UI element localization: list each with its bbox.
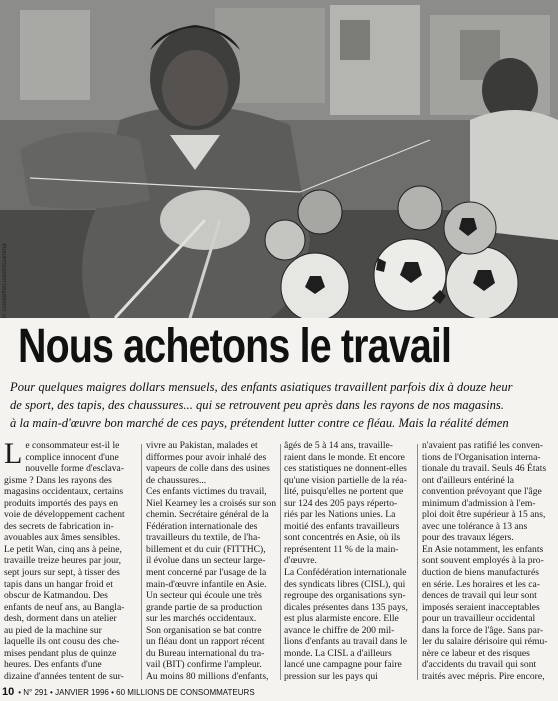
body-text-line: sont concentrés en Asie, où ils [284,532,401,544]
body-text-line: convention prévoyant que l'âge [422,486,542,498]
body-text-line: ces statistiques ne donnent-elles [284,463,407,475]
body-text-line: nère ce labeur et des risques [422,647,530,659]
body-text-line: Un secteur qui écoule une très [146,590,262,602]
body-text-line: ploi doit être supérieur à 15 ans, [422,509,546,521]
body-text-line: chemin. Secrétaire général de la [146,509,269,521]
body-text-line: gisme ? Dans les rayons des [4,474,112,486]
standfirst-line: à la main-d'œuvre bon marché de ces pays, prétendent lutter contre ce fléau. Mais la réalité démen [10,416,509,430]
column-4-lines [422,440,558,682]
column-1 [4,440,136,682]
body-text-line: au pied de la machine sur [4,624,102,636]
body-text-line: lions d'enfants au travail dans le [284,636,407,648]
body-text-line: desh, dorment dans un atelier [4,613,117,625]
body-text-line: est plus alarmiste encore. Elle [284,613,399,625]
body-text-line: sur 124 des 205 pays réperto- [284,497,398,509]
body-text-line: voie de développement cachent [4,509,125,521]
body-text-line: tionale du travail. Seuls 46 États [422,463,547,475]
body-text-line: pour un travailleur occidental [422,613,536,625]
body-text-line: vapeurs de colle dans des usines [146,463,270,475]
body-text-line: monde. La CISL a d'ailleurs [284,647,392,659]
body-text-line: Fédération internationale des [146,520,258,532]
body-text-line: en série. Les horaires et les ca- [422,578,540,590]
drop-cap: L [4,440,23,470]
body-text-line: sept jours sur sept, à tisser des [4,567,120,579]
body-text-line: qu'une vision partielle de la réa- [284,474,407,486]
photo-illustration [0,0,558,318]
body-text-line: avec une tolérance à 13 ans [422,520,528,532]
body-text-line: magasins occidentaux, certains [4,486,124,498]
body-text-line: heures. Des enfants d'une [4,659,102,671]
body-text-line: main-d'œuvre infantile en Asie. [146,578,267,590]
article-body [4,440,558,682]
body-text-line: travaille treize heures par jour, [4,555,122,567]
column-2 [146,440,276,682]
body-text-line: regroupe des organisations syn- [284,590,406,602]
footer-text: • N° 291 • JANVIER 1996 • 60 MILLIONS DE CONSOMMATEURS [18,688,255,697]
headline: Nous achetons le travail [18,320,452,373]
body-text-line: Niel Kearney les a croisés sur son [146,497,276,509]
body-text-line: enfants de neuf ans, au Bangla- [4,601,125,613]
body-text-line: d'œuvre. [284,555,317,567]
body-text-line: pour des travaux légers. [422,532,514,544]
body-text-line: représentent 11 % de la main- [284,543,399,555]
standfirst-line: Pour quelques maigres dollars mensuels, des enfants asiatiques travaillent parfois dix à douze heur [10,380,513,394]
body-text-line: il évolue dans un secteur large- [146,555,266,567]
body-text-line: complice innocent d'une [25,451,119,463]
column-divider [280,444,281,680]
body-text-line: minimum d'admission à l'em- [422,497,536,509]
body-text-line: sont souvent employés à la pro- [422,555,544,567]
body-text-line: difformes pour avoir inhalé des [146,451,267,463]
body-text-line: n'avaient pas ratifié les conven- [422,440,544,451]
body-text-line: des syndicats libres (CISL), qui [284,578,406,590]
body-text-line: traités avec mépris. Pire encore, [422,670,545,682]
column-4 [422,440,558,682]
body-text-line: moitié des enfants travailleurs [284,520,400,532]
body-text-line: grande partie de sa production [146,601,263,613]
standfirst [10,378,558,436]
body-text-line: du Bureau international du tra- [146,647,265,659]
page-number: 10 [2,686,15,698]
body-text-line: nouvelle forme d'esclava- [25,463,125,475]
body-text-line: des secrets de fabrication in- [4,520,114,532]
body-text-line: Son organisation se bat contre [146,624,262,636]
standfirst-line: de sport, des tapis, des chaussures... qui se retrouvent peu après dans les rayons de nos magasins. [10,398,504,412]
body-text-line: tions de l'Organisation interna- [422,451,541,463]
body-text-line: avouables aux âmes sensibles. [4,532,121,544]
body-text-line: obscur de Katmandou. Des [4,590,108,602]
body-text-line: billement et du cuir (FITTHC), [146,543,266,555]
body-text-line: dicales présentes dans 135 pays, [284,601,408,613]
body-text-line: lancé une campagne pour faire [284,659,402,671]
body-text-line: ont d'ailleurs entériné la [422,474,515,486]
body-text-line: produits importés des pays en [4,497,119,509]
body-text-line: La Confédération internationale [284,567,407,579]
body-text-line: Ces enfants victimes du travail, [146,486,267,498]
body-text-line: e consommateur est-il le [25,440,120,451]
body-text-line: Le petit Wan, cinq ans à peine, [4,543,122,555]
body-text-line: avance le chiffre de 200 mil- [284,624,395,636]
body-text-line: travailleurs du textile, de l'ha- [146,532,261,544]
body-text-line: dizaine d'années tentent de sur- [4,670,124,682]
body-text-line: lité, puisqu'elles ne portent que [284,486,404,498]
body-text-line: ment concerné par l'usage de la [146,567,267,579]
article-photo [0,0,558,318]
body-text-line: ler du salaire dérisoire qui rému- [422,636,548,648]
column-1-lines [4,440,136,682]
photo-credit: P. Gonsette/Liaison/Gamma [2,243,8,318]
body-text-line: d'accidents du travail qui sont [422,659,537,671]
body-text-line: pression sur les pays qui [284,670,378,682]
body-text-line: vivre au Pakistan, malades et [146,440,258,451]
column-2-lines [146,440,276,682]
body-text-line: sur les marchés occidentaux. [146,613,257,625]
column-divider [417,444,418,680]
body-text-line: imposés seraient inacceptables [422,601,540,613]
column-3-lines [284,440,412,682]
body-text-line: un fléau dont un rapport récent [146,636,265,648]
body-text-line: En Asie notamment, les enfants [422,543,544,555]
body-text-line: laquelle ils ont cousu des che- [4,636,120,648]
body-text-line: raient dans le monde. Et encore [284,451,405,463]
body-text-line: âgés de 5 à 14 ans, travaille- [284,440,393,451]
body-text-line: mises pendant plus de quinze [4,647,117,659]
body-text-line: dences de travail qui leur sont [422,590,537,602]
column-3 [284,440,412,682]
body-text-line: tapis dans un hangar froid et [4,578,113,590]
body-text-line: Au moins 80 millions d'enfants, [146,670,269,682]
body-text-line: duction de biens manufacturés [422,567,539,579]
body-text-line: vail (BIT) confirme l'ampleur. [146,659,262,671]
page-footer [0,684,558,700]
body-text-line: riés par les Nations unies. La [284,509,396,521]
body-text-line: dans la force de l'âge. Sans par- [422,624,544,636]
body-text-line: de chaussures... [146,474,207,486]
column-divider [141,444,142,680]
